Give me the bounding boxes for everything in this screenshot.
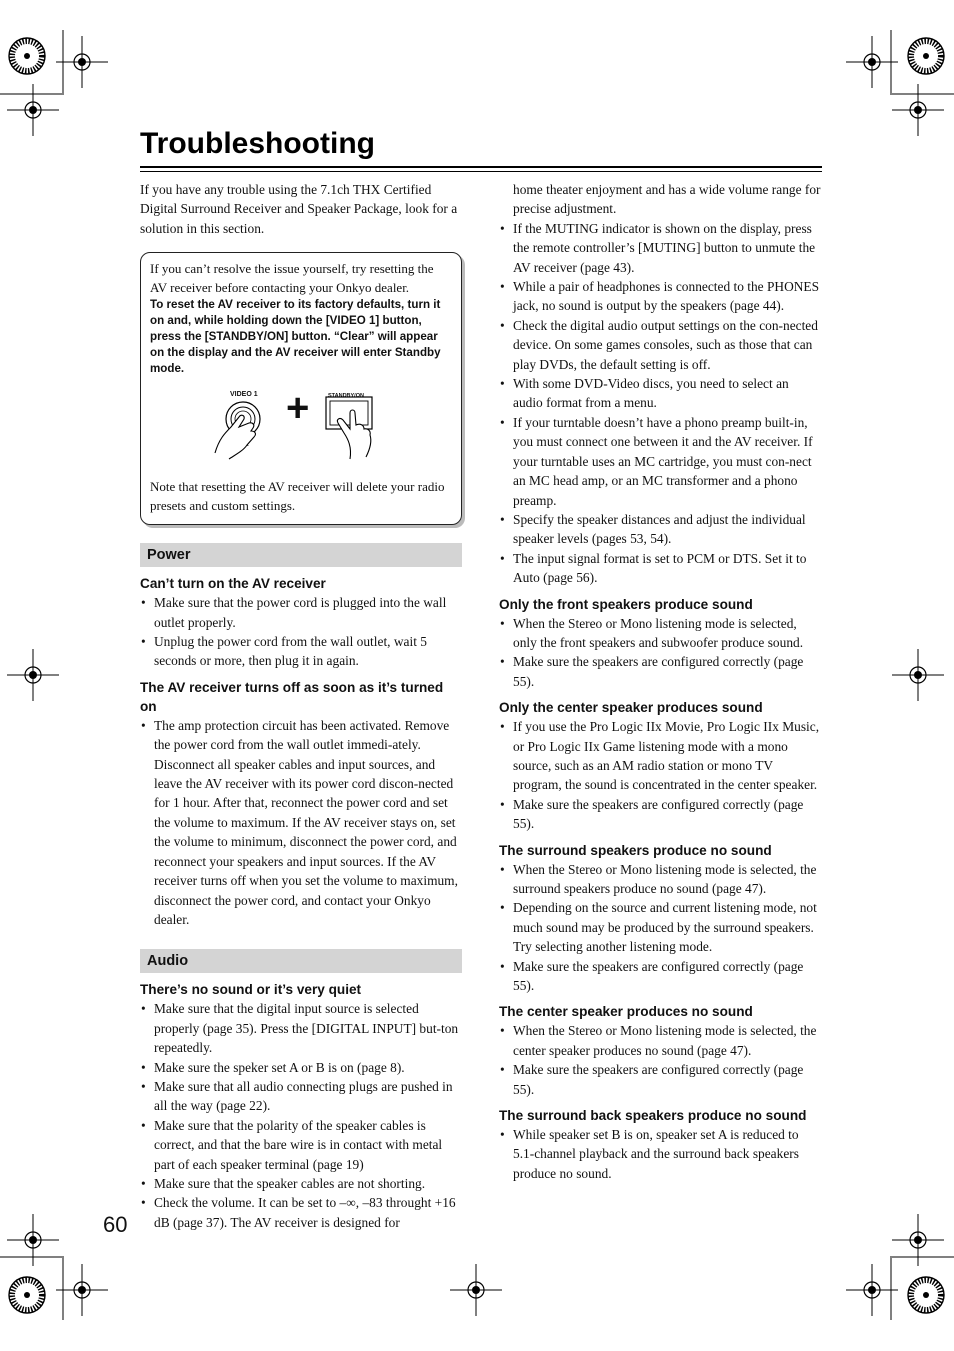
list-item: • Make sure the speakers are configured correctly (page 55). [499,1060,821,1099]
title-rule-thin [140,171,822,172]
video1-button-press-icon [205,393,275,463]
audio-q6-list [499,1125,821,1183]
section-audio: Audio [140,949,462,973]
audio-q3-title: Only the center speaker produces sound [499,700,763,716]
power-q1-list [140,593,462,671]
left-column [140,180,462,1232]
page-title: Troubleshooting [140,127,375,160]
list-item: • When the Stereo or Mono listening mode is selected, the center speaker produces no sound (page 47). [499,1021,821,1060]
list-item: • When the Stereo or Mono listening mode is selected, the surround speakers produce no sound (page 47). [499,860,821,899]
list-item: • Make sure that the polarity of the speaker cables is correct, and that the bare wire is in contact with metal part of each speaker terminal (page 19) [140,1116,462,1174]
power-q1-title: Can’t turn on the AV receiver [140,576,326,592]
audio-q2-title: Only the front speakers produce sound [499,596,753,612]
list-item: • The input signal format is set to PCM or DTS. Set it to Auto (page 56). [499,549,821,588]
audio-q1-title: There’s no sound or it’s very quiet [140,982,362,998]
title-rule [140,166,822,168]
intro-text: If you have any trouble using the 7.1ch THX Certified Digital Surround Receiver and Speaker Package, look for a solution in this section. [140,182,458,236]
note-footer: Note that resetting the AV receiver will delete your radio presets and custom settings. [150,479,445,514]
audio-q1-continued: home theater enjoyment and has a wide volume range for precise adjustment. [513,182,821,217]
list-item: • With some DVD-Video discs, you need to select an audio format from a menu. [499,374,821,413]
audio-q1-list [140,999,462,1232]
list-item: • Unplug the power cord from the wall outlet, wait 5 seconds or more, then plug it in again. [140,632,462,671]
audio-q2-list [499,614,821,692]
audio-q3-list [499,717,821,833]
note-text: If you can’t resolve the issue yourself, try resetting the AV receiver before contacting your Onkyo dealer. [150,261,434,296]
list-item: • When the Stereo or Mono listening mode is selected, only the front speakers and subwoofer produce sound. [499,614,821,653]
list-item: • If your turntable doesn’t have a phono preamp built-in, you must connect one between it and the AV receiver. If your turntable uses an MC cartridge, you must con-nect an MC head amp, or an MC transformer and a phono preamp. [499,413,821,510]
page-number: 60 [103,1212,128,1237]
reset-note-box [140,252,462,525]
list-item: • While speaker set B is on, speaker set A is reduced to 5.1-channel playback and the surround back speakers produce no sound. [499,1125,821,1183]
list-item: • The amp protection circuit has been activated. Remove the power cord from the wall outlet immedi-ately. Disconnect all speaker cables and input sources, and leave the AV receiver with its power cord discon-nected for 1 hour. After that, reconnect the power cord and set the volume to maximum. If the AV receiver stays on, set the volume to minimum, disconnect the power cord, and reconnect your speakers and input sources. If the AV receiver turns off when you set the volume to maximum, disconnect the power cord, and contact your Onkyo dealer. [140,716,462,929]
list-item: • Make sure the speakers are configured correctly (page 55). [499,957,821,996]
right-column [499,180,821,1183]
list-item: • Make sure the speker set A or B is on (page 8). [140,1058,462,1077]
power-q2-list [140,716,462,929]
list-item: • Check the volume. It can be set to –∞, –83 throught +16 dB (page 37). The AV receiver is designed for [140,1193,462,1232]
list-item: • Depending on the source and current listening mode, not much sound may be produced by the surround speakers. Try selecting another listening mode. [499,898,821,956]
note-reset-instructions: To reset the AV receiver to its factory defaults, turn it on and, while holding down the [VIDEO 1] button, press the [STANDBY/ON] button. “Clear” will appear on the display and the AV receiver will enter Standby mode. [150,298,441,376]
list-item: • If the MUTING indicator is shown on the display, press the remote controller’s [MUTING] button to unmute the AV receiver (page 43). [499,219,821,277]
video1-label: VIDEO 1 [230,391,258,399]
list-item: • While a pair of headphones is connected to the PHONES jack, no sound is output by the speakers (page 44). [499,277,821,316]
list-item: • Check the digital audio output settings on the con-nected device. On some games consoles, such as those that can play DVDs, the default setting is off. [499,316,821,374]
list-item: • Make sure that all audio connecting plugs are pushed in all the way (page 22). [140,1077,462,1116]
audio-q4-list [499,860,821,996]
audio-q5-title: The center speaker produces no sound [499,1004,753,1020]
audio-q1-list-cont [499,219,821,588]
audio-q6-title: The surround back speakers produce no sound [499,1108,807,1124]
list-item: • Specify the speaker distances and adjust the individual speaker levels (pages 53, 54). [499,510,821,549]
audio-q5-list [499,1021,821,1099]
list-item: • If you use the Pro Logic IIx Movie, Pro Logic IIx Music, or Pro Logic IIx Game listening mode with a mono source, such as an AM radio station or mono TV program, the sound is concentrated in the center speaker. [499,717,821,795]
section-power: Power [140,543,462,567]
plus-sign: + [286,386,310,431]
list-item: • Make sure that the speaker cables are not shorting. [140,1174,462,1193]
standby-label: STANDBY/ON [328,393,364,400]
list-item: • Make sure that the power cord is plugged into the wall outlet properly. [140,593,462,632]
power-q2-title: The AV receiver turns off as soon as it’s turned on [140,679,444,714]
reset-illustration [150,383,452,473]
list-item: • Make sure that the digital input source is selected properly (page 35). Press the [DIGITAL INPUT] but-ton repeatedly. [140,999,462,1057]
list-item: • Make sure the speakers are configured correctly (page 55). [499,795,821,834]
list-item: • Make sure the speakers are configured correctly (page 55). [499,652,821,691]
audio-q4-title: The surround speakers produce no sound [499,842,772,858]
standby-button-press-icon [320,393,400,463]
